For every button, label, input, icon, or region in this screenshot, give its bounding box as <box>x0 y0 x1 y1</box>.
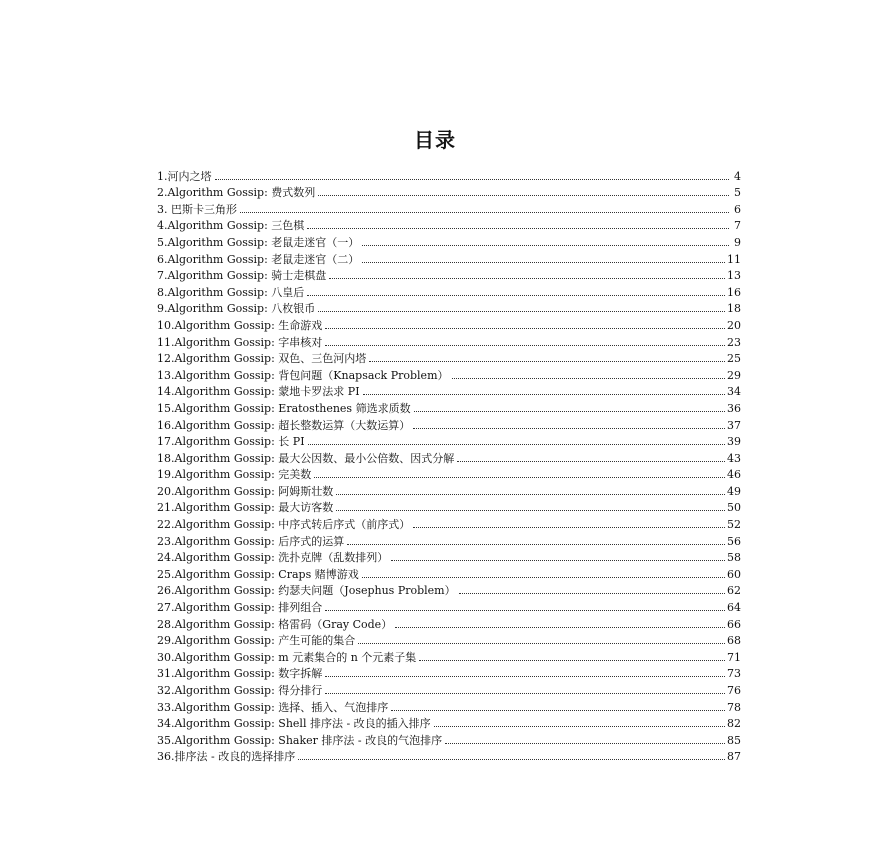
toc-entry-label: 31.Algorithm Gossip: 数字拆解 <box>157 667 323 681</box>
toc-dot-leader <box>240 212 729 213</box>
toc-entry-label: 21.Algorithm Gossip: 最大访客数 <box>157 501 334 515</box>
toc-entry-label: 20.Algorithm Gossip: 阿姆斯壮数 <box>157 484 334 498</box>
toc-entry-label: 1.河内之塔 <box>157 169 212 183</box>
toc-entry-label: 13.Algorithm Gossip: 背包问题（Knapsack Problem） <box>157 368 449 382</box>
toc-entry-page-number: 68 <box>727 634 741 648</box>
toc-entry-label: 14.Algorithm Gossip: 蒙地卡罗法求 PI <box>157 385 360 399</box>
toc-entry[interactable] <box>157 282 741 299</box>
toc-entry[interactable] <box>157 349 741 366</box>
toc-entry-label: 11.Algorithm Gossip: 字串核对 <box>157 335 323 349</box>
toc-entry-label: 30.Algorithm Gossip: m 元素集合的 n 个元素子集 <box>157 650 417 664</box>
toc-dot-leader <box>452 378 726 379</box>
toc-dot-leader <box>362 262 725 263</box>
toc-entry[interactable] <box>157 697 741 714</box>
toc-entry-label: 16.Algorithm Gossip: 超长整数运算（大数运算） <box>157 418 411 432</box>
toc-entry[interactable] <box>157 631 741 648</box>
toc-entry[interactable] <box>157 548 741 565</box>
toc-title: 目录 <box>414 128 456 152</box>
toc-entry-label: 15.Algorithm Gossip: Eratosthenes 筛选求质数 <box>157 401 411 415</box>
toc-entry-label: 25.Algorithm Gossip: Craps 赌博游戏 <box>157 567 359 581</box>
toc-list <box>157 166 741 763</box>
toc-entry-page-number: 6 <box>734 202 741 216</box>
toc-entry-label: 18.Algorithm Gossip: 最大公因数、最小公倍数、因式分解 <box>157 451 455 465</box>
toc-entry-label: 36.排序法 - 改良的选择排序 <box>157 750 296 764</box>
toc-entry-page-number: 52 <box>727 518 741 532</box>
toc-dot-leader <box>329 278 725 279</box>
toc-entry-label: 28.Algorithm Gossip: 格雷码（Gray Code） <box>157 617 393 631</box>
toc-dot-leader <box>419 660 725 661</box>
toc-entry[interactable] <box>157 232 741 249</box>
toc-dot-leader <box>308 444 725 445</box>
toc-dot-leader <box>307 228 729 229</box>
toc-entry[interactable] <box>157 730 741 747</box>
toc-entry-page-number: 58 <box>727 551 741 565</box>
toc-dot-leader <box>414 411 725 412</box>
toc-entry-label: 9.Algorithm Gossip: 八枚银币 <box>157 302 316 316</box>
toc-entry[interactable] <box>157 216 741 233</box>
toc-entry-page-number: 62 <box>727 584 741 598</box>
toc-dot-leader <box>363 394 725 395</box>
toc-entry[interactable] <box>157 597 741 614</box>
toc-dot-leader <box>434 726 725 727</box>
toc-dot-leader <box>336 494 725 495</box>
toc-entry-label: 12.Algorithm Gossip: 双色、三色河内塔 <box>157 352 367 366</box>
toc-entry-page-number: 34 <box>727 385 741 399</box>
toc-entry-label: 8.Algorithm Gossip: 八皇后 <box>157 285 305 299</box>
toc-dot-leader <box>445 743 725 744</box>
toc-entry-page-number: 46 <box>727 468 741 482</box>
toc-entry-page-number: 71 <box>727 650 741 664</box>
toc-entry-page-number: 73 <box>727 667 741 681</box>
toc-dot-leader <box>215 179 730 180</box>
toc-entry[interactable] <box>157 299 741 316</box>
toc-entry[interactable] <box>157 664 741 681</box>
toc-dot-leader <box>362 577 725 578</box>
toc-dot-leader <box>325 345 725 346</box>
toc-dot-leader <box>318 311 725 312</box>
toc-dot-leader <box>369 361 725 362</box>
toc-dot-leader <box>391 560 725 561</box>
toc-entry[interactable] <box>157 199 741 216</box>
toc-entry[interactable] <box>157 398 741 415</box>
toc-entry-page-number: 23 <box>727 335 741 349</box>
toc-entry-page-number: 7 <box>734 219 741 233</box>
toc-dot-leader <box>391 710 725 711</box>
toc-entry-page-number: 85 <box>727 733 741 747</box>
toc-entry-page-number: 87 <box>727 750 741 764</box>
toc-dot-leader <box>457 461 725 462</box>
toc-entry-page-number: 25 <box>727 352 741 366</box>
toc-entry-page-number: 82 <box>727 717 741 731</box>
toc-dot-leader <box>325 328 725 329</box>
toc-entry[interactable] <box>157 266 741 283</box>
toc-entry-label: 3. 巴斯卡三角形 <box>157 202 237 216</box>
toc-entry-label: 26.Algorithm Gossip: 约瑟夫问题（Josephus Problem） <box>157 584 456 598</box>
toc-entry-label: 27.Algorithm Gossip: 排列组合 <box>157 601 323 615</box>
toc-entry[interactable] <box>157 614 741 631</box>
toc-entry-page-number: 36 <box>727 401 741 415</box>
toc-entry-label: 5.Algorithm Gossip: 老鼠走迷官（一） <box>157 235 360 249</box>
toc-entry[interactable] <box>157 166 741 183</box>
toc-entry-label: 33.Algorithm Gossip: 选择、插入、气泡排序 <box>157 700 389 714</box>
toc-entry-label: 4.Algorithm Gossip: 三色棋 <box>157 219 305 233</box>
toc-dot-leader <box>307 295 725 296</box>
toc-entry[interactable] <box>157 680 741 697</box>
toc-entry-page-number: 18 <box>727 302 741 316</box>
toc-dot-leader <box>413 527 725 528</box>
toc-dot-leader <box>325 676 725 677</box>
toc-dot-leader <box>459 593 725 594</box>
toc-entry-page-number: 56 <box>727 534 741 548</box>
toc-entry-page-number: 9 <box>734 235 741 249</box>
toc-entry[interactable] <box>157 432 741 449</box>
toc-entry[interactable] <box>157 332 741 349</box>
toc-dot-leader <box>358 643 725 644</box>
toc-entry[interactable] <box>157 498 741 515</box>
toc-dot-leader <box>362 245 729 246</box>
toc-entry-page-number: 78 <box>727 700 741 714</box>
toc-entry-label: 17.Algorithm Gossip: 长 PI <box>157 435 305 449</box>
toc-dot-leader <box>347 544 725 545</box>
toc-entry-label: 29.Algorithm Gossip: 产生可能的集合 <box>157 634 356 648</box>
toc-entry-label: 22.Algorithm Gossip: 中序式转后序式（前序式） <box>157 518 411 532</box>
toc-entry-label: 32.Algorithm Gossip: 得分排行 <box>157 684 323 697</box>
toc-entry[interactable] <box>157 647 741 664</box>
toc-entry-page-number: 5 <box>734 186 741 200</box>
toc-entry-label: 2.Algorithm Gossip: 费式数列 <box>157 186 316 200</box>
toc-dot-leader <box>395 627 725 628</box>
toc-entry-label: 35.Algorithm Gossip: Shaker 排序法 - 改良的气泡排序 <box>157 733 443 747</box>
toc-entry-page-number: 39 <box>727 435 741 449</box>
toc-dot-leader <box>318 195 729 196</box>
toc-entry-page-number: 64 <box>727 601 741 615</box>
toc-entry[interactable] <box>157 382 741 399</box>
toc-entry-label: 34.Algorithm Gossip: Shell 排序法 - 改良的插入排序 <box>157 717 431 731</box>
toc-entry-label: 23.Algorithm Gossip: 后序式的运算 <box>157 534 345 548</box>
toc-entry-page-number: 43 <box>727 451 741 465</box>
toc-dot-leader <box>314 477 725 478</box>
toc-entry-page-number: 37 <box>727 418 741 432</box>
toc-dot-leader <box>336 510 725 511</box>
toc-dot-leader <box>413 428 725 429</box>
toc-entry[interactable] <box>157 465 741 482</box>
toc-entry[interactable] <box>157 249 741 266</box>
toc-entry[interactable] <box>157 714 741 731</box>
toc-entry-page-number: 13 <box>727 269 741 283</box>
toc-entry[interactable] <box>157 564 741 581</box>
toc-entry-label: 10.Algorithm Gossip: 生命游戏 <box>157 318 323 332</box>
toc-entry-page-number: 16 <box>727 285 741 299</box>
toc-entry[interactable] <box>157 481 741 498</box>
toc-entry[interactable] <box>157 514 741 531</box>
toc-entry-page-number: 29 <box>727 368 741 382</box>
toc-entry[interactable] <box>157 365 741 382</box>
toc-entry-page-number: 20 <box>727 318 741 332</box>
toc-entry-page-number: 4 <box>734 169 741 183</box>
toc-entry[interactable] <box>157 531 741 548</box>
toc-entry[interactable] <box>157 581 741 598</box>
toc-dot-leader <box>298 759 725 760</box>
toc-entry-label: 7.Algorithm Gossip: 骑士走棋盘 <box>157 269 327 283</box>
toc-entry-page-number: 76 <box>727 684 741 697</box>
toc-entry[interactable] <box>157 315 741 332</box>
toc-entry[interactable] <box>157 448 741 465</box>
toc-entry-page-number: 60 <box>727 567 741 581</box>
toc-entry-label: 19.Algorithm Gossip: 完美数 <box>157 468 312 482</box>
toc-dot-leader <box>325 610 725 611</box>
toc-entry-label: 24.Algorithm Gossip: 洗扑克牌（乱数排列） <box>157 551 389 565</box>
toc-entry-page-number: 11 <box>727 252 741 266</box>
toc-entry-page-number: 50 <box>727 501 741 515</box>
toc-entry[interactable] <box>157 183 741 200</box>
toc-dot-leader <box>325 693 725 694</box>
toc-entry[interactable] <box>157 747 741 764</box>
toc-entry-page-number: 49 <box>727 484 741 498</box>
toc-entry-label: 6.Algorithm Gossip: 老鼠走迷官（二） <box>157 252 360 266</box>
toc-entry[interactable] <box>157 415 741 432</box>
toc-entry-page-number: 66 <box>727 617 741 631</box>
